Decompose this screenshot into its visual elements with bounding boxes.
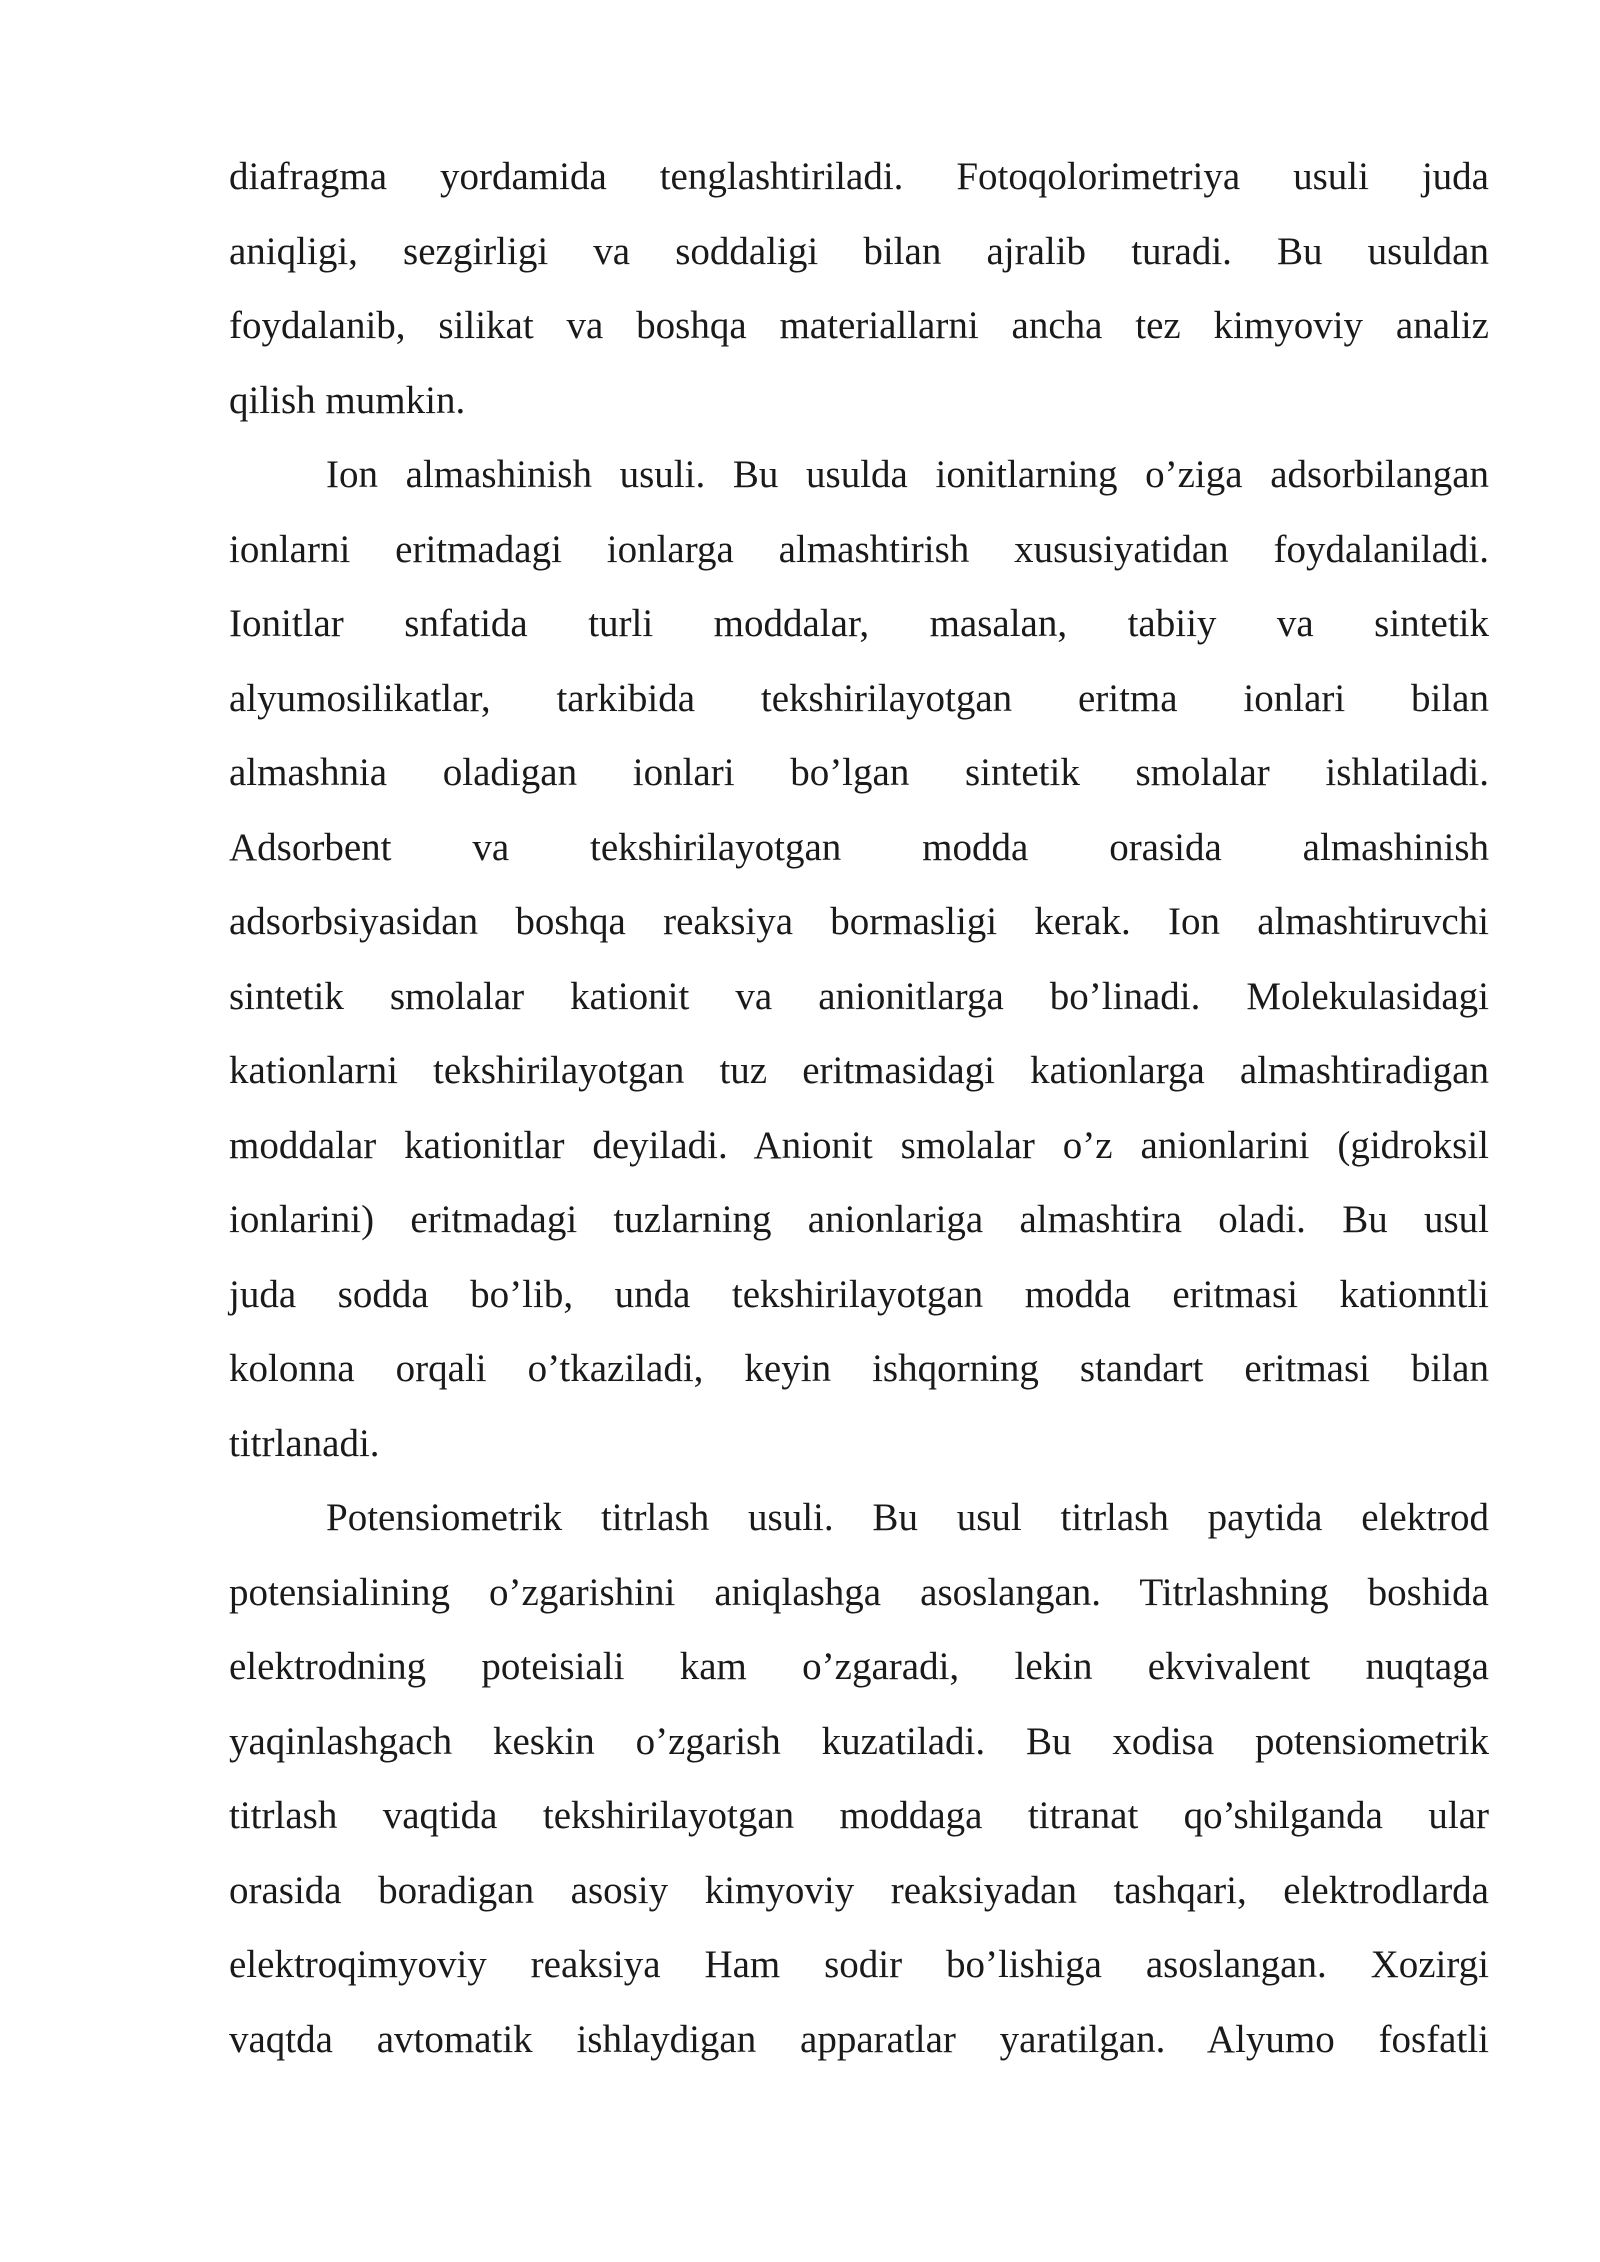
text-line: kationlarni tekshirilayotgan tuz eritmasidagi kationlarga almashtiradigan <box>229 1049 1489 1092</box>
paragraph-start-line: Ion almashinish usuli. Bu usulda ionitlarning o’ziga adsorbilangan <box>326 453 1489 496</box>
text-line: sintetik smolalar kationit va anionitlarga bo’linadi. Molekulasidagi <box>229 974 1489 1018</box>
text-line: kolonna orqali o’tkaziladi, keyin ishqorning standart eritmasi bilan <box>229 1347 1489 1390</box>
text-line: Ionitlar snfatida turli moddalar, masalan, tabiiy va sintetik <box>229 602 1489 645</box>
text-line: ionlarni eritmadagi ionlarga almashtirish xususiyatidan foydalaniladi. <box>229 527 1489 571</box>
text-line: diafragma yordamida tenglashtiriladi. Fotoqolorimetriya usuli juda <box>229 155 1489 198</box>
text-line: alyumosilikatlar, tarkibida tekshirilayotgan eritma ionlari bilan <box>229 676 1489 720</box>
text-line: titrlanadi. <box>229 1421 380 1465</box>
text-line: almashnia oladigan ionlari bo’lgan sintetik smolalar ishlatiladi. <box>229 751 1489 794</box>
document-body <box>229 140 1489 2077</box>
text-line: Adsorbent va tekshirilayotgan modda orasida almashinish <box>229 825 1489 869</box>
text-line: potensialining o’zgarishini aniqlashga asoslangan. Titrlashning boshida <box>229 1570 1489 1614</box>
text-line: juda sodda bo’lib, unda tekshirilayotgan modda eritmasi kationntli <box>229 1272 1489 1316</box>
text-line: qilish mumkin. <box>229 378 466 422</box>
text-line: orasida boradigan asosiy kimyoviy reaksiyadan tashqari, elektrodlarda <box>229 1868 1489 1912</box>
text-line: foydalanib, silikat va boshqa materiallarni ancha tez kimyoviy analiz <box>229 304 1489 347</box>
text-line: ionlarini) eritmadagi tuzlarning anionlariga almashtira oladi. Bu usul <box>229 1198 1489 1241</box>
text-line: yaqinlashgach keskin o’zgarish kuzatiladi. Bu xodisa potensiometrik <box>229 1719 1489 1763</box>
text-line: moddalar kationitlar deyiladi. Anionit smolalar o’z anionlarini (gidroksil <box>229 1123 1489 1167</box>
text-line: vaqtda avtomatik ishlaydigan apparatlar yaratilgan. Alyumo fosfatli <box>229 2017 1489 2061</box>
paragraph-start-line: Potensiometrik titrlash usuli. Bu usul titrlash paytida elektrod <box>326 1496 1489 1539</box>
text-line: elektrodning poteisiali kam o’zgaradi, lekin ekvivalent nuqtaga <box>229 1645 1489 1688</box>
text-line: aniqligi, sezgirligi va soddaligi bilan ajralib turadi. Bu usuldan <box>229 229 1489 273</box>
text-line: titrlash vaqtida tekshirilayotgan moddaga titranat qo’shilganda ular <box>229 1794 1489 1837</box>
text-line: elektroqimyoviy reaksiya Ham sodir bo’lishiga asoslangan. Xozirgi <box>229 1943 1489 1986</box>
text-line: adsorbsiyasidan boshqa reaksiya bormasligi kerak. Ion almashtiruvchi <box>229 900 1489 943</box>
